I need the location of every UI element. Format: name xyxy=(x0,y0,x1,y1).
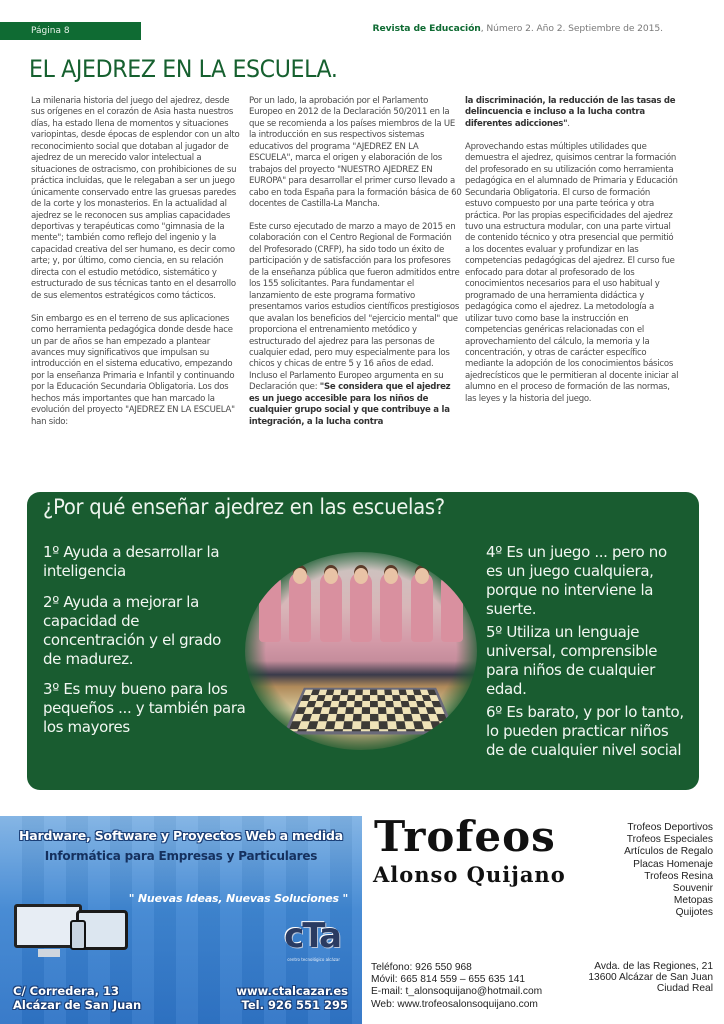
issue-info: , Número 2. Año 2. Septiembre de 2015. xyxy=(480,23,663,34)
magazine-name: Revista de Educación xyxy=(372,23,481,34)
quote-text: "Se considera que el ajedrez es un juego accesible para los niños de cualquier grupo social y que contribuye a la integración, a la lucha contra xyxy=(249,382,451,427)
service-item: Quijotes xyxy=(675,907,713,919)
trofeos-email-link[interactable]: E-mail: t_alonsoquijano@hotmail.com xyxy=(371,986,543,998)
child-figure xyxy=(441,572,463,642)
cta-advertisement[interactable] xyxy=(0,816,362,1024)
cta-phone: Tel. 926 551 295 xyxy=(241,998,348,1012)
reason-item-5: 5º Utiliza un lenguaje universal, comprensible para niños de cualquier edad. xyxy=(486,623,658,698)
cta-logo: cTa xyxy=(284,916,340,956)
trofeos-province: Ciudad Real xyxy=(656,982,713,994)
trofeos-street: Avda. de las Regiones, 21 xyxy=(594,961,713,972)
child-figure xyxy=(380,572,402,642)
page-number-label: Página 8 xyxy=(31,26,70,36)
trofeos-address xyxy=(588,962,713,994)
article-column-1 xyxy=(31,96,245,440)
reasons-title: ¿Por qué enseñar ajedrez en las escuelas? xyxy=(43,495,445,519)
ad-headline: Hardware, Software y Proyectos Web a medida xyxy=(19,828,343,843)
ad-subheadline: Informática para Empresas y Particulares xyxy=(44,849,318,863)
child-figure xyxy=(320,572,342,642)
service-item: Souvenir xyxy=(672,883,713,895)
child-figure xyxy=(259,572,281,642)
service-item: Trofeos Resina xyxy=(644,870,713,882)
trofeos-services-list xyxy=(624,822,713,920)
quote-text: la discriminación, la reducción de las tasas de delincuencia e incluso a la lucha contra diferentes adicciones" xyxy=(465,96,676,129)
trofeos-contact xyxy=(371,962,542,1011)
trofeos-logo-subtitle: Alonso Quijano xyxy=(373,862,566,887)
paragraph: Por un lado, la aprobación por el Parlamento Europeo en 2012 de la Declaración 50/2011 en la que se recomienda a los países miembros de la UE la introducción en sus respectivos sistemas educativos del programa "AJEDREZ EN LA ESCUELA", marca el origen y elaboración de los trabajos del proyecto "NUESTRO AJEDREZ EN EUROPA" para desarrollar el primer curso llevado a cabo en toda España para la formación básica de 60 docentes de Castilla-La Mancha. xyxy=(249,96,462,210)
reason-item-2: 2º Ayuda a mejorar la capacidad de concentración y el grado de madurez. xyxy=(43,593,222,668)
article-title: EL AJEDREZ EN LA ESCUELA. xyxy=(29,55,338,83)
trofeos-city: 13600 Alcázar de San Juan xyxy=(588,971,713,983)
phone-icon xyxy=(70,920,86,950)
cta-address-street: C/ Corredera, 13 xyxy=(13,984,119,998)
service-item: Trofeos Deportivos xyxy=(627,822,713,833)
cta-address-city: Alcázar de San Juan xyxy=(13,998,142,1012)
cta-address xyxy=(13,984,141,1012)
article-column-3 xyxy=(465,96,679,417)
service-item: Trofeos Especiales xyxy=(626,834,713,846)
reasons-box xyxy=(27,492,699,790)
reason-item-6: 6º Es barato, y por lo tanto, lo pueden practicar niños de de cualquier nivel social xyxy=(486,703,684,759)
service-item: Metopas xyxy=(673,895,713,907)
service-item: Placas Homenaje xyxy=(633,858,713,870)
devices-icon xyxy=(14,904,134,960)
ad-slogan: " Nuevas Ideas, Nuevas Soluciones " xyxy=(128,892,348,905)
paragraph xyxy=(249,222,463,428)
child-figure xyxy=(411,572,433,642)
paragraph: Sin embargo es en el terreno de sus aplicaciones como herramienta pedagógica donde desde hace un par de años se han empezado a plantear avances muy significativos que impulsan su introducción en el sistema educativo, empezando por la enseñanza Primaria e Infantil y continuando por la Educación Secundaria Obligatoria. Los dos hechos más importantes que han marcado la evolución del proyecto "AJEDREZ EN LA ESCUELA" han sido: xyxy=(31,313,235,427)
trofeos-web-link[interactable]: Web: www.trofeosalonsoquijano.com xyxy=(371,998,538,1010)
quote-end: . xyxy=(567,118,570,129)
reason-item-4: 4º Es un juego ... pero no es un juego cualquiera, porque no interviene la suerte. xyxy=(486,543,667,618)
trofeos-mobile: Móvil: 665 814 559 – 655 635 141 xyxy=(371,974,526,986)
child-figure xyxy=(289,572,311,642)
cta-web-link[interactable]: www.ctalcazar.es xyxy=(236,984,348,998)
chessboard-illustration xyxy=(283,688,456,735)
paragraph-text: Este curso ejecutado de marzo a mayo de 2015 en colaboración con el Centro Regional de Formación del Profesorado (CRFP), ha sido todo un éxito de participación y de satisfacción para los profesores de la enseñanza pública que fueron admitidos entre los 155 solicitantes. Para fundamentar el lanzamiento de este programa formativo presentamos varios estudios científicos prestigiosos que avalan los beneficios del "ejercicio mental" que proporciona el entrenamiento metódico y estructurado del ajedrez para las personas de cualquier edad, pero muy especialmente para los chicos y chicas de entre 5 y 16 años de edad. Incluso el Parlamento Europeo argumenta en su Declaración que: xyxy=(249,221,460,393)
paragraph: La milenaria historia del juego del ajedrez, desde sus orígenes en el corazón de Asia hasta nuestros días, ha estado llena de momentos y situaciones variopintas, desde épocas de esplendor con un alto reconocimiento social que dotaban al jugador de ajedrez de un merecido valor intelectual a situaciones de ostracismo, con prohibiciones de su práctica incluidas, que le relegaban a ser un juego únicamente conservado entre las gruesas paredes de la corte y los monasterios. En la actualidad al ajedrez se le reconocen sus amplias capacidades deportivas y terapéuticas como "gimnasia de la mente"; también como reflejo del ingenio y la capacidad creativa del ser humano, es decir como arte; y, por último, como ciencia, en su relación directa con el estudio metódico, sistemático y estructurado de sus técnicas tanto en el desarrollo de sus elementos estratégicos como tácticos. xyxy=(31,96,240,301)
trofeos-logo-title: Trofeos xyxy=(374,812,556,861)
children-chess-photo xyxy=(245,552,477,750)
trofeos-phone: Teléfono: 926 550 968 xyxy=(371,962,472,973)
paragraph xyxy=(465,96,679,130)
cta-logo-subtitle: centro tecnológico alcázar xyxy=(287,957,340,962)
trofeos-advertisement[interactable] xyxy=(362,810,724,1024)
child-figure xyxy=(350,572,372,642)
service-item: Artículos de Regalo xyxy=(624,846,713,858)
article-column-2 xyxy=(249,96,463,440)
monitor-stand xyxy=(38,949,60,957)
cta-contact xyxy=(236,984,348,1012)
reason-item-1: 1º Ayuda a desarrollar la inteligencia xyxy=(43,543,220,580)
magazine-header xyxy=(373,23,663,34)
page-number-tab xyxy=(0,22,141,40)
reason-item-3: 3º Es muy bueno para los pequeños ... y también para los mayores xyxy=(43,680,246,736)
paragraph: Aprovechando estas múltiples utilidades que demuestra el ajedrez, quisimos centrar la formación del profesorado en su utilización como herramienta pedagógica en el alumnado de Primaria y Educación Secundaria Obligatoria. El curso de formación estuvo compuesto por una parte teórica y otra práctica. Por las propias especificidades del ajedrez tuvo una estructura modular, con una parte virtual de contenido técnico y otra presencial que permitió a los docentes evaluar y profundizar en las competencias pedagógicas del ajedrez. El curso fue enfocado para dotar al profesorado de los conocimientos necesarios para el uso habitual y programado de una herramienta didáctica y pedagógica como el ajedrez. La metodología a utilizar tuvo como base la instrucción en competencias genéricas relacionadas con el aprovechamiento del cálculo, la memoria y la concentración, y otras de carácter específico mediante la adopción de los conocimientos básicos ajedrecísticos que le permitieran al docente iniciar al alumno en el proceso de formación de las normas, las leyes y la historia del juego. xyxy=(465,141,679,404)
children-group-illustration xyxy=(255,572,467,662)
